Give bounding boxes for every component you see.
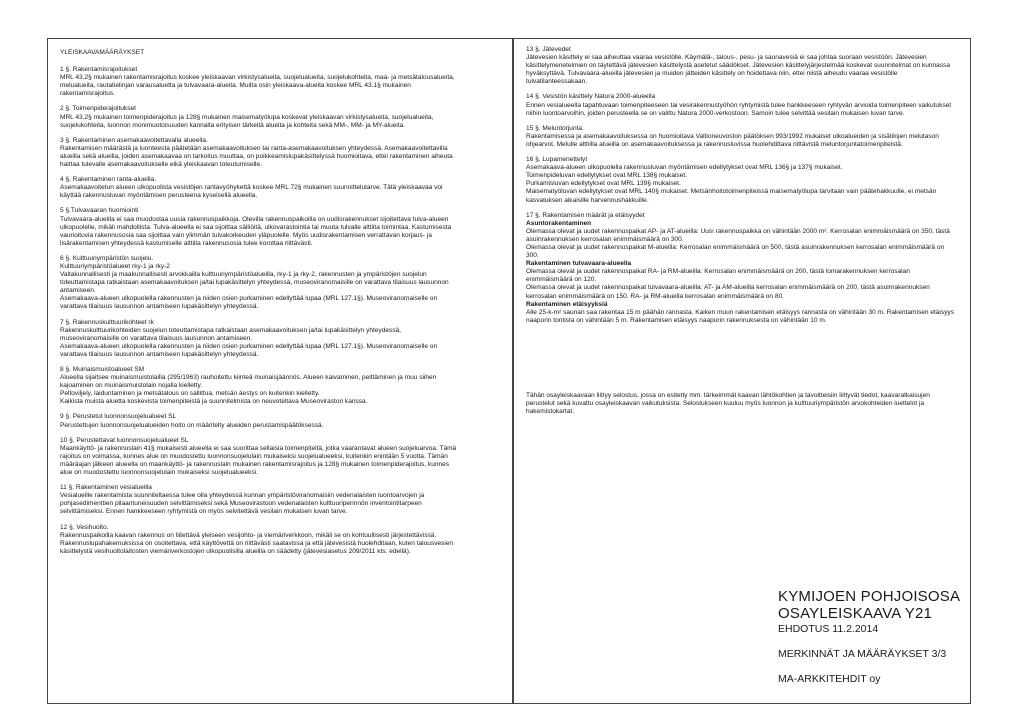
section-10	[60, 437, 462, 477]
section-body: Jätevesien käsittely ei saa aiheuttaa vaaraa vesistölle. Käymälä-, talous-, pesu- ja saunavesiä ei saa johtaa suoraan vesistöön. Jätevesien käsittelymenetelmien on täytettävä jätevesien käsittelystä asetetut säädökset. Jätevesien käsittelyjärjestelmää koskevat suunnitelmat on kunnassa hyväksyttävä. Tulvavaara-alueilla jätevesien ja muiden jätteiden käsittely on hoidettava niin, ettei niistä aiheudu vaaraa vesistölle tulvatilanteessakaan.	[526, 54, 952, 86]
section-body: Alueella sijaitsee muinaismuistolailla (295/1963) rauhoitettu kiinteä muinaisjäännös. Alueen kaivaminen, peittäminen ja muu siihen kajoaminen on muinaismuistolain nojalla kielletty. Peltoviljely, laiduntaminen ja metsätalous on sallittua, metsän äestys on kuitenkin kielletty. Kaikista muista aluetta koskevista toimenpiteistä ja suunnitelmista on neuvoteltava Museoviraston kanssa.	[60, 374, 437, 406]
section-title: 13 §. Jätevedet	[526, 46, 571, 53]
plan-status-date: EHDOTUS 11.2.2014	[778, 623, 879, 635]
section-17	[526, 212, 954, 325]
subsection-body: Olemassa olevat ja uudet rakennuspaikat RA- ja RM-alueilla: Kerrosalan enimmäismäärä on 200, tästä lomarakennuksen kerrosalan enimmäismäärä on 120. Olemassa olevat ja uudet rakennuspaikat tulvavaara-alueilla: AT- ja AM-alueilla kerrosalan enimmäismäärä on 200, tästä asuinrakennuksen kerrosalan enimmäismäärä on 150. RA- ja RM-alueilla kerrosalan enimmäismäärä on 80.	[526, 268, 930, 300]
section-title: 7 §. Rakennuskulttuurikohteet rk	[60, 318, 154, 326]
subsection-title: Rakentaminen tulvavaara-alueella	[526, 260, 632, 268]
section-3	[60, 137, 462, 169]
section-15	[526, 125, 954, 149]
section-title: 16 §. Lupamenettelyt	[526, 156, 588, 164]
plan-title: KYMIJOEN POHJOISOSA	[778, 588, 961, 605]
section-16	[526, 156, 954, 205]
section-title: 17 §. Rakentamisen määrät ja etäisyydet	[526, 211, 645, 219]
section-body: Ennen vesialueella tapahtuvaan toimenpiteeseen tai vesirakennustyöhön ryhtymistä tulee hankkeeseen ryhtyvän arvioida toimenpiteen vaikutukset niihin luontoarvoihin, joiden perusteella se on valittu Natura 2000-verkostoon. Samoin tulee selvittää vesilain mukaisen luvan tarve.	[526, 101, 953, 117]
section-12	[60, 524, 462, 556]
section-body: MRL 43.2§ mukainen rakentamisrajoitus koskee yleiskaavan virkistysalueita, suojelualueita, suojelukohteita, maa- ja metsätalousalueita, melualueita, rautatielinjan varausaluetta ja tulvavaara-alueita. Muilta osin yleiskaava-alueita koskee MRL 43.1§ mukainen rakentamisrajoitus.	[60, 74, 457, 98]
section-11	[60, 484, 462, 516]
section-7	[60, 319, 462, 359]
section-body: Vesialueille rakentamista suunniteltaessa tulee olla yhteydessä kunnan ympäristöviranomaisiin vedenalaisten luontoarvojen ja pohjasedimenttien pilaantuneisuuden selvittämiseksi sekä Museovirastoon vedenalaisten kulttuuriperinnön inventointitarpeen selvittämiseksi. Ennen hankkeeseen ryhtymistä on myös selvitettävä vesilain mukaisen luvan tarve.	[60, 492, 427, 516]
section-title: 2 §. Toimenpiderajoitukset	[60, 105, 136, 113]
section-2	[60, 105, 462, 129]
section-title: 5 §.Tulvavaaran huomiointi	[60, 207, 139, 215]
page-heading: YLEISKAAVAMÄÄRÄYKSET	[60, 49, 145, 56]
section-title: 12 §. Vesihuolto.	[60, 523, 109, 531]
section-body: Tulvavaara-alueilla ei saa muodostaa uusia rakennuspaikkoja. Olevilla rakennuspaikoilla on uudisrakennukset sijoitettava tulva-alueen ulkopuolelle, mikäli mahdollista. Tulva-alueella ei saa sijoittaa säiliöitä, ulkovarastointia tai muuta tulvalle alttiita toimintaa. Kastumisesta vaurioituvia rakennusosia saa sijoittaa vain ylimmän tulvakorkeuden yläpuolelle. Myös uudisrakentamisen verrattavan korjaus- ja lisärakentamisen yhteydessä kastumiselle alttiita rakennusosia tulee korottaa riittävästi.	[60, 215, 454, 247]
section-title: 8 §. Muinaismuistoalueet SM	[60, 366, 145, 373]
section-title: 1 §. Rakentamisrajoitukset	[60, 66, 138, 74]
section-title: 6 §. Kulttuuriympäristön suojelu.	[60, 254, 154, 262]
right-column	[526, 46, 954, 406]
section-title: 4 §. Rakentaminen ranta-alueilla.	[60, 176, 157, 184]
section-9	[60, 413, 462, 429]
plan-description-note: Tähän osayleiskaavaan liittyy selostus, jossa on esitetty mm. tärkeimmät kaavan lähtökohtien ja tavoitteisiin liittyvät tiedot, kaavaratkaisujen perustelut sekä kuvattu osayleiskaavan vaikutuksista. Selostukseen kuuluu myös luonnon ja kulttuuriympäristön arvokohteiden luettelot ja hakemistokartat.	[526, 392, 932, 416]
section-13	[526, 46, 954, 86]
plan-subtitle: OSAYLEISKAAVA Y21	[778, 605, 933, 622]
section-body: MRL 43.2§ mukainen toimenpiderajoitus ja 128§ mukainen maisematyölupa koskevat yleiskaavan virkistysalueita, suojelualueita, suojelukohteita, luonnon monimuotoisuuden kannalta erityisen tärkeitä alueita ja kohteita sekä MM-, MM- ja MY-alueita.	[60, 113, 436, 129]
section-1	[60, 66, 462, 98]
subsection-title: Asuntorakentaminen	[526, 219, 592, 227]
section-body: Asemakaava-alueen ulkopuolella rakennusluvan myöntämisen edellytykset ovat MRL 136§ ja 137§ mukaiset. Toimenpideluvan edellytykset ovat MRL 138§ mukaiset. Purkamisluvan edellytykset ovat MRL 139§ mukaiset. Maisematyöluvan edellytykset ovat MRL 140§ mukaiset. Metsänhoitotoimenpiteissä maisematyölupa tarvitaan vain päätehakkuulle, ei metsän kasvatuksen aikaisille harvennushakkuille.	[526, 164, 937, 204]
section-body: Rakennuspaikoilla kaavan rakennus on liitettävä yleiseen vesijohto- ja viemäriverkkoon, mikäli se on kohtuullisesti järjestettävissä. Rakennuslupahakemuksissa on osoitettava, että käyttövettä on riittävästi saatavissa ja että jätevesistä huolehditaan, kuten talousvesien käsittelystä vesihuoltolaitosten viemäriverkostojen ulkopuolisilla alueilla on säädetty (jätevesiasetus 209/2011 kts. edellä).	[60, 531, 455, 555]
left-heading	[60, 49, 462, 57]
section-title: 15 §. Meluntorjunta.	[526, 124, 584, 132]
left-column	[60, 49, 462, 699]
author-firm: MA-ARKKITEHDIT oy	[778, 673, 881, 685]
section-5	[60, 207, 462, 247]
sheet-label: MERKINNÄT JA MÄÄRÄYKSET 3/3	[778, 648, 947, 660]
subsection-body: Alle 25-k-m² saunan saa rakentaa 15 m päähän rannasta. Kaiken muun rakentamisen etäisyys rannasta on vähintään 30 m. Rakentamisen etäisyys naapurin tontista on vähintään 5 m. Rakentamisen etäisyys naapurin rakennuksesta on vähintään 10 m.	[526, 308, 956, 324]
section-body: Rakentamisessa ja asemakaavoituksessa on huomioitava Valtioneuvoston päätöksen 993/1992 mukaiset ulkoalueiden ja sisätilojen melutason ohjearvot. Melulle alttiilla alueilla on asemakaavoituksessa ja rakennusluvissa huolehdittava riittävistä meluntorjuntatoimenpiteistä.	[526, 132, 941, 148]
section-body: Kulttuuriympäristöalueet rky-1 ja rky-2 Valtakunnallisesti ja maakunnallisesti arvokkailla kulttuuriympäristöalueilla, rky-1 ja rky-2, rakennusten ja ympäristöjen suojelun toteuttamistapa ratkaistaan asemakaavoituksen ja/tai lupakäsittelyn yhteydessä, museoviranomaisille on varattava tilaisuus lausunnon antamiseen. Asemakaava-alueen ulkopuolella rakennusten ja niiden osien purkaminen edellyttää lupaa (MRL 127.1§). Museoviranomaiselle on varattava tilaisuus lausunnon antamiseen lupakäsittelyn yhteydessä.	[60, 262, 449, 311]
section-title: 14 §. Vesistön käsittely Natura 2000-alueella	[526, 93, 656, 101]
subsection-body: Olemassa olevat ja uudet rakennuspaikat AP- ja AT-alueilla: Uusi rakennuspaikka on vähintään 2000 m². Kerrosalan enimmäismäärä on 350, tästä asuinrakennuksen kerrosalan enimmäismäärä on 300. Olemassa olevat ja uudet rakennuspaikat M-alueilla: Kerrosalan enimmäismäärä on 500, tästä asuinrakennuksen kerrosalan enimmäismäärä on 300.	[526, 227, 950, 260]
section-body: Rakentamisen määrästä ja luonteesta päätetään asemakaavoituksen tai ranta-asemakaavoituksen yhteydessä. Asemakaavoitettavilla alueilla sekä alueilla, joiden asemakaavaa on tarkoitus muuttaa, on poikkeamislupakäsittelyssä huomioitava, ettei rakentaminen aiheuta haittaa tulevalle asemakaavoitukselle eikä yleiskaavan toteutumiselle.	[60, 144, 455, 169]
section-title: 10 §. Perustettavat luonnonsuojelualueet SL	[60, 436, 189, 444]
section-title: 11 §. Rakentaminen vesialueilla	[60, 484, 152, 492]
section-body: Asemakaavoitetun alueen ulkopuolista vesistöjen rantavyöhykettä koskee MRL 72§ mukainen suunnittelutarve. Tätä yleiskaavaa voi käyttää rakennusluvan myöntämisen perusteena kyseisellä alueella.	[60, 184, 445, 200]
section-body: Rakennuskulttuurikohteiden suojelun toteuttamistapa ratkaistaan asemakaavoituksen ja/tai lupakäsittelyn yhteydessä, museoviranomaisille on varattava tilaisuus lausunnon antamiseen. Asemakaava-alueen ulkopuolella rakennusten ja niiden osien purkaminen edellyttää lupaa (MRL 127.1§). Museoviranomaiselle on varattava tilaisuus lausunnon antamiseen lupakäsittelyn yhteydessä.	[60, 326, 438, 358]
section-8	[60, 366, 462, 406]
section-title: 9 §. Perustetut luonnonsuojelualueet SL	[60, 413, 177, 421]
section-body: Maankäyttö- ja rakennuslain 41§ mukaisesti alueella ei saa suorittaa sellaisia toimenpiteitä, jotka vaarantavat alueen suojeluarvoa. Tämä rajoitus on voimassa, kunnes alue on muodostettu luonnonsuojelulain mukaiseksi suojelualueeksi, kuitenkin enintään 5 vuotta. Tämän määräajan jälkeen alueella on maankäyttö- ja rakennuslain mukainen rakentamisrajoitus ja 128§ mukainen toimenpiderajoitus, kunnes alue on muodostettu luonnonsuojelulain mukaiseksi suojelualueeksi.	[60, 444, 459, 477]
section-14	[526, 93, 954, 117]
section-4	[60, 176, 462, 200]
subsection-title: Rakentaminen etäisyyksiä	[526, 300, 608, 308]
section-body: Perustettujen luonnonsuojelualueiden hoito on määritelty alueiden perustamispäätöksessä.	[60, 421, 324, 429]
section-6	[60, 255, 462, 312]
title-block	[778, 588, 968, 686]
section-title: 3 §. Rakentaminen asemakaavoitettavalla alueella.	[60, 136, 208, 144]
